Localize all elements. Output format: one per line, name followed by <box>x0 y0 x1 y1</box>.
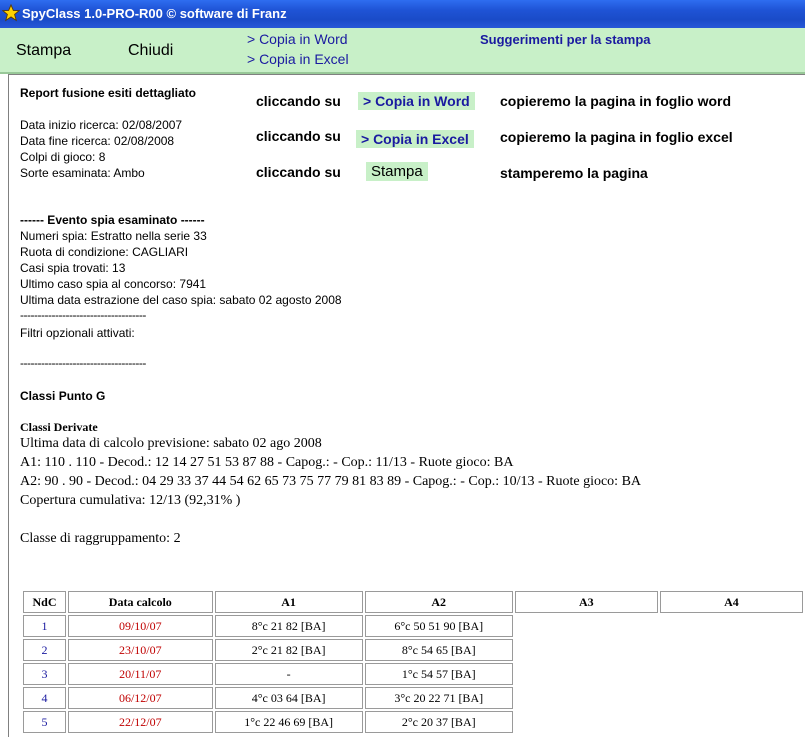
evento-line: Ruota di condizione: CAGLIARI <box>20 245 189 259</box>
classi-line: Copertura cumulativa: 12/13 (92,31% ) <box>20 493 241 508</box>
toolbar <box>0 28 805 74</box>
hint-suffix: copieremo la pagina in foglio excel <box>500 129 733 145</box>
cell-ndc: 5 <box>23 711 66 733</box>
copia-word-link[interactable]: > Copia in Word <box>247 31 348 47</box>
separator: ------------------------------------ <box>20 356 146 370</box>
cell-date: 23/10/07 <box>68 639 213 661</box>
cell-date: 09/10/07 <box>68 615 213 637</box>
stampa-button[interactable]: Stampa <box>16 42 72 59</box>
hint-copia-word-button[interactable]: > Copia in Word <box>358 92 475 110</box>
info-line: Data fine ricerca: 02/08/2008 <box>20 134 175 148</box>
chiudi-button[interactable]: Chiudi <box>128 42 174 59</box>
col-header-a4: A4 <box>660 591 803 613</box>
filtri-label: Filtri opzionali attivati: <box>20 326 135 340</box>
cell-ndc: 4 <box>23 687 66 709</box>
cell-a1: 8°c 21 82 [BA] <box>215 615 363 637</box>
table-row <box>23 687 803 709</box>
report-title: Report fusione esiti dettagliato <box>20 86 197 100</box>
classi-line: A2: 90 . 90 - Decod.: 04 29 33 37 44 54 62 65 73 75 77 79 81 83 89 - Capog.: - Cop.: 10/13 - Ruote gioco: BA <box>20 474 642 489</box>
cell-ndc: 1 <box>23 615 66 637</box>
hint-prefix: cliccando su <box>256 93 341 109</box>
classi-line: Ultima data di calcolo previsione: sabato 02 ago 2008 <box>20 436 322 451</box>
hint-suffix: copieremo la pagina in foglio word <box>500 93 732 109</box>
evento-line: Numeri spia: Estratto nella serie 33 <box>20 229 207 243</box>
info-line: Sorte esaminata: Ambo <box>20 166 145 180</box>
app-star-icon <box>2 4 20 22</box>
col-header-data: Data calcolo <box>68 591 213 613</box>
cell-a2: 8°c 54 65 [BA] <box>365 639 513 661</box>
hint-copia-excel-button[interactable]: > Copia in Excel <box>356 130 474 148</box>
copia-excel-link[interactable]: > Copia in Excel <box>247 51 349 67</box>
cell-ndc: 3 <box>23 663 66 685</box>
cell-date: 22/12/07 <box>68 711 213 733</box>
evento-line: Ultima data estrazione del caso spia: sabato 02 agosto 2008 <box>20 293 342 307</box>
col-header-a2: A2 <box>365 591 513 613</box>
cell-a1: - <box>215 663 363 685</box>
window-title: SpyClass 1.0-PRO-R00 © software di Franz <box>22 6 287 21</box>
info-line: Colpi di gioco: 8 <box>20 150 106 164</box>
cell-a1: 2°c 21 82 [BA] <box>215 639 363 661</box>
table-row <box>23 639 803 661</box>
cell-ndc: 2 <box>23 639 66 661</box>
results-table <box>21 589 805 735</box>
hint-suffix: stamperemo la pagina <box>500 165 648 181</box>
cell-a2: 3°c 20 22 71 [BA] <box>365 687 513 709</box>
cell-date: 20/11/07 <box>68 663 213 685</box>
classi-derivate-heading: Classi Derivate <box>20 420 98 434</box>
info-line: Data inizio ricerca: 02/08/2007 <box>20 118 183 132</box>
col-header-a3: A3 <box>515 591 658 613</box>
separator: ------------------------------------ <box>20 308 146 322</box>
hint-stampa-button[interactable]: Stampa <box>366 162 428 181</box>
cell-a2: 6°c 50 51 90 [BA] <box>365 615 513 637</box>
cell-a2: 2°c 20 37 [BA] <box>365 711 513 733</box>
table-header-row <box>23 591 803 613</box>
evento-line: Ultimo caso spia al concorso: 7941 <box>20 277 207 291</box>
cell-a1: 1°c 22 46 69 [BA] <box>215 711 363 733</box>
cell-a1: 4°c 03 64 [BA] <box>215 687 363 709</box>
table-row <box>23 711 803 733</box>
cell-a2: 1°c 54 57 [BA] <box>365 663 513 685</box>
raggruppamento-line: Classe di raggruppamento: 2 <box>20 531 181 546</box>
classi-line: A1: 110 . 110 - Decod.: 12 14 27 51 53 87 88 - Capog.: - Cop.: 11/13 - Ruote gioco: BA <box>20 455 514 470</box>
table-row <box>23 615 803 637</box>
classi-title: Classi Punto G <box>20 389 106 403</box>
evento-header: ------ Evento spia esaminato ------ <box>20 213 205 227</box>
evento-line: Casi spia trovati: 13 <box>20 261 126 275</box>
col-header-ndc: NdC <box>23 591 66 613</box>
title-bar <box>0 0 805 28</box>
cell-date: 06/12/07 <box>68 687 213 709</box>
hint-prefix: cliccando su <box>256 128 341 144</box>
hint-prefix: cliccando su <box>256 164 341 180</box>
table-row <box>23 663 803 685</box>
col-header-a1: A1 <box>215 591 363 613</box>
report-content <box>8 74 805 737</box>
suggerimenti-link[interactable]: Suggerimenti per la stampa <box>480 32 651 47</box>
